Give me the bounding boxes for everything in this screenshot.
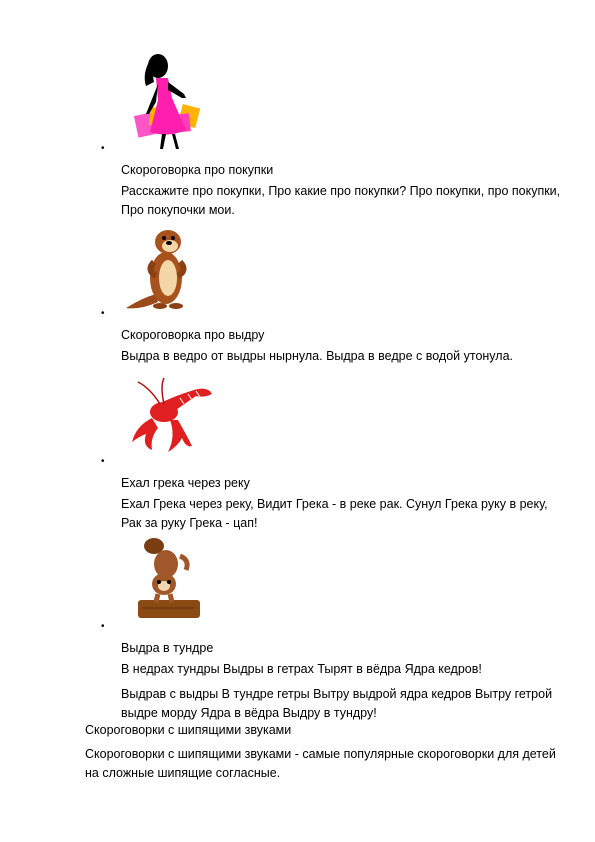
item-text: В недрах тундры Выдры в гетрах Тырят в вёдра Ядра кедров! (121, 662, 482, 676)
list-bullet: • (101, 308, 105, 319)
beaver-image (134, 536, 204, 624)
item-text: Ехал Грека через реку, Видит Грека - в реке рак. Сунул Грека руку в реку, Рак за руку Грека - цап! (121, 497, 548, 530)
list-bullet: • (101, 456, 105, 467)
woman-shopping-image (128, 52, 208, 150)
item-title: Выдра в тундре (121, 641, 214, 655)
section-text: Скороговорки с шипящими звуками - самые популярные скороговорки для детей на сложные шипящие согласные. (85, 747, 556, 780)
item-text: Выдра в ведро от выдры нырнула. Выдра в ведре с водой утонула. (121, 349, 514, 363)
list-bullet: • (101, 143, 105, 154)
item-text: Расскажите про покупки, Про какие про покупки? Про покупки, про покупки, Про покупочки мои. (121, 184, 561, 217)
item-title: Скороговорка про покупки (121, 163, 274, 177)
otter-image (122, 222, 202, 314)
section-heading: Скороговорки с шипящими звуками (85, 723, 292, 737)
item-text-2: Выдрав с выдры В тундре гетры Вытру выдрой ядра кедров Вытру гетрой выдре морду Ядра в вёдра Выдру в тундру! (121, 687, 553, 720)
crayfish-image (124, 376, 216, 458)
list-bullet: • (101, 621, 105, 632)
item-title: Ехал грека через реку (121, 476, 250, 490)
item-title: Скороговорка про выдру (121, 328, 265, 342)
